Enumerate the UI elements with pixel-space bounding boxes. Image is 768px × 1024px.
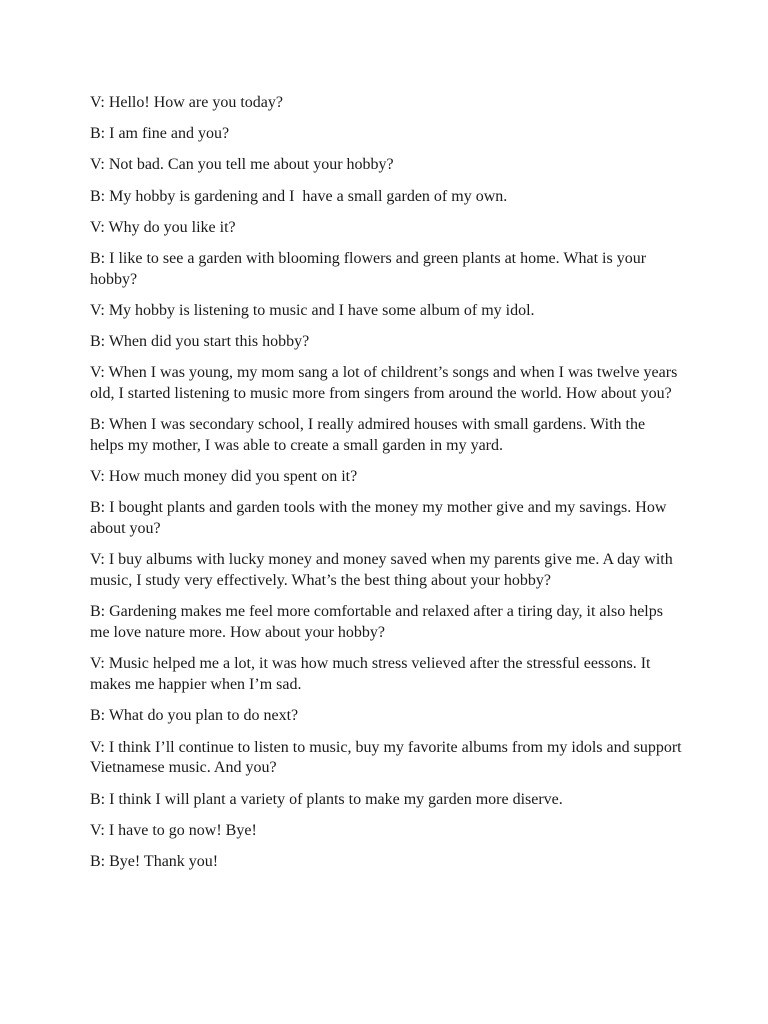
- dialogue-line: B: I like to see a garden with blooming flowers and green plants at home. What is your hobby?: [90, 249, 651, 288]
- dialogue-line: B: I think I will plant a variety of plants to make my garden more diserve.: [90, 790, 563, 808]
- dialogue-body: [90, 93, 686, 883]
- dialogue-line: V: Hello! How are you today?: [90, 94, 283, 111]
- dialogue-line: V: I think I’ll continue to listen to music, buy my favorite albums from my idols and support Vietnamese music. And you?: [90, 738, 686, 777]
- dialogue-line: B: Bye! Thank you!: [90, 852, 219, 870]
- dialogue-line: V: When I was young, my mom sang a lot of childrent’s songs and when I was twelve years old, I started listening to music more from singers from around the world. How about you?: [90, 364, 682, 403]
- dialogue-line: B: My hobby is gardening and I have a small garden of my own.: [90, 187, 508, 205]
- dialogue-line: V: Not bad. Can you tell me about your hobby?: [90, 156, 394, 174]
- dialogue-line: B: Gardening makes me feel more comfortable and relaxed after a tiring day, it also helps me love nature more. How about your hobby?: [90, 603, 667, 642]
- dialogue-line: B: I bought plants and garden tools with the money my mother give and my savings. How about you?: [90, 499, 671, 538]
- dialogue-line: B: When I was secondary school, I really admired houses with small gardens. With the helps my mother, I was able to create a small garden in my yard.: [90, 416, 650, 455]
- dialogue-line: V: How much money did you spent on it?: [90, 468, 358, 486]
- dialogue-line: B: I am fine and you?: [90, 125, 230, 143]
- dialogue-line: V: I have to go now! Bye!: [90, 821, 257, 839]
- dialogue-line: B: What do you plan to do next?: [90, 707, 299, 725]
- dialogue-line: V: My hobby is listening to music and I have some album of my idol.: [90, 301, 535, 319]
- dialogue-line: V: Why do you like it?: [90, 218, 236, 236]
- dialogue-line: V: I buy albums with lucky money and money saved when my parents give me. A day with music, I study very effectively. What’s the best thing about your hobby?: [90, 551, 677, 590]
- dialogue-line: V: Music helped me a lot, it was how much stress velieved after the stressful eessons. It makes me happier when I’m sad.: [90, 655, 655, 694]
- dialogue-line: B: When did you start this hobby?: [90, 333, 310, 351]
